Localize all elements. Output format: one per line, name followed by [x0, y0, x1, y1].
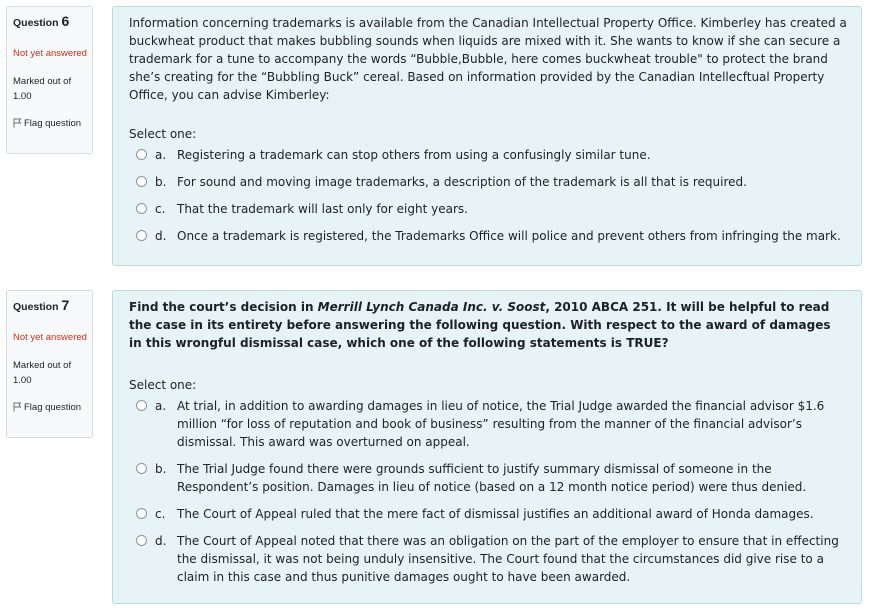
- option-letter: c.: [155, 507, 166, 521]
- question-info: [6, 290, 93, 438]
- question-label: Question: [13, 17, 59, 29]
- question-text-body: , 2010 ABCA 251. It will be helpful to read the case in its entirety before answering the following question. With respect to the award of damages in this wrongful dismissal case, which one of the following statements is TRUE?: [129, 300, 831, 350]
- question-number: [13, 297, 92, 315]
- radio-button[interactable]: [136, 230, 147, 241]
- flag-question-label: Flag question: [24, 402, 82, 413]
- answer-option-b[interactable]: [136, 460, 847, 496]
- radio-button[interactable]: [136, 463, 147, 474]
- radio-button[interactable]: [136, 149, 147, 160]
- option-text: Once a trademark is registered, the Trademarks Office will police and prevent others from infringing the mark.: [177, 229, 841, 243]
- question-text: [129, 298, 847, 352]
- radio-button[interactable]: [136, 508, 147, 519]
- flag-question-link[interactable]: [13, 400, 92, 415]
- answer-option-c[interactable]: [136, 200, 847, 218]
- option-text: For sound and moving image trademarks, a description of the trademark is all that is required.: [177, 175, 747, 189]
- question-state: Not yet answered: [13, 332, 87, 343]
- option-letter: b.: [155, 175, 167, 189]
- option-text: The Trial Judge found there were grounds sufficient to justify summary dismissal of someone in the Respondent’s position. Damages in lieu of notice (based on a 12 month notice period) were thus denied.: [177, 462, 807, 494]
- flag-icon: [13, 118, 22, 128]
- answer-option-d[interactable]: [136, 532, 847, 586]
- option-letter: a.: [155, 399, 167, 413]
- question-text: Information concerning trademarks is available from the Canadian Intellectual Property Office. Kimberley has created a buckwheat product that makes bubbling sounds when liquids are mixed with it. She wants to know if she can secure a trademark for a tune to accompany the words “Bubble,Bubble, here comes buckwheat trouble" to protect the brand she’s creating for the “Bubbling Buck” cereal. Based on information provided by the Canadian Intellecftual Property Office, you can advise Kimberley:: [129, 16, 847, 102]
- option-letter: a.: [155, 148, 167, 162]
- flag-question-label: Flag question: [24, 118, 82, 129]
- question-state: Not yet answered: [13, 48, 87, 59]
- answer-option-c[interactable]: [136, 505, 847, 523]
- option-letter: c.: [155, 202, 166, 216]
- option-letter: d.: [155, 534, 167, 548]
- select-one-prompt: Select one:: [129, 378, 197, 392]
- option-text: Registering a trademark can stop others from using a confusingly similar tune.: [177, 148, 651, 162]
- option-letter: d.: [155, 229, 167, 243]
- option-text: The Court of Appeal noted that there was an obligation on the part of the employer to ensure that in effecting the dismissal, it was not being unduly insensitive. The Court found that the circumstances did give rise to a claim in this case and thus punitive damages ought to have been awarded.: [177, 534, 839, 584]
- question-grade: Marked out of 1.00: [13, 76, 72, 102]
- question-text-intro: Find the court’s decision in: [129, 300, 318, 314]
- radio-button[interactable]: [136, 203, 147, 214]
- option-text: At trial, in addition to awarding damages in lieu of notice, the Trial Judge awarded the financial advisor $1.6 million “for loss of reputation and book of business” resulting from the manner of the financial advisor’s dismissal. This award was overturned on appeal.: [177, 399, 825, 449]
- radio-button[interactable]: [136, 176, 147, 187]
- select-one-prompt: Select one:: [129, 127, 197, 141]
- radio-button[interactable]: [136, 400, 147, 411]
- answer-option-b[interactable]: [136, 173, 847, 191]
- answer-option-d[interactable]: [136, 227, 847, 245]
- answer-option-a[interactable]: [136, 397, 847, 451]
- flag-icon: [13, 402, 22, 412]
- flag-question-link[interactable]: [13, 116, 92, 131]
- radio-button[interactable]: [136, 535, 147, 546]
- option-letter: b.: [155, 462, 167, 476]
- case-name: Merrill Lynch Canada Inc. v. Soost: [317, 300, 546, 314]
- question-number-value: 7: [61, 297, 70, 313]
- option-text: The Court of Appeal ruled that the mere fact of dismissal justifies an additional award of Honda damages.: [177, 507, 814, 521]
- option-text: That the trademark will last only for eight years.: [177, 202, 468, 216]
- question-content: [112, 6, 862, 266]
- question-content: [112, 290, 862, 604]
- question-info: [6, 6, 93, 154]
- question-grade: Marked out of 1.00: [13, 360, 72, 386]
- answer-option-a[interactable]: [136, 146, 847, 164]
- question-number-value: 6: [61, 13, 70, 29]
- question-number: [13, 13, 92, 31]
- question-label: Question: [13, 301, 59, 313]
